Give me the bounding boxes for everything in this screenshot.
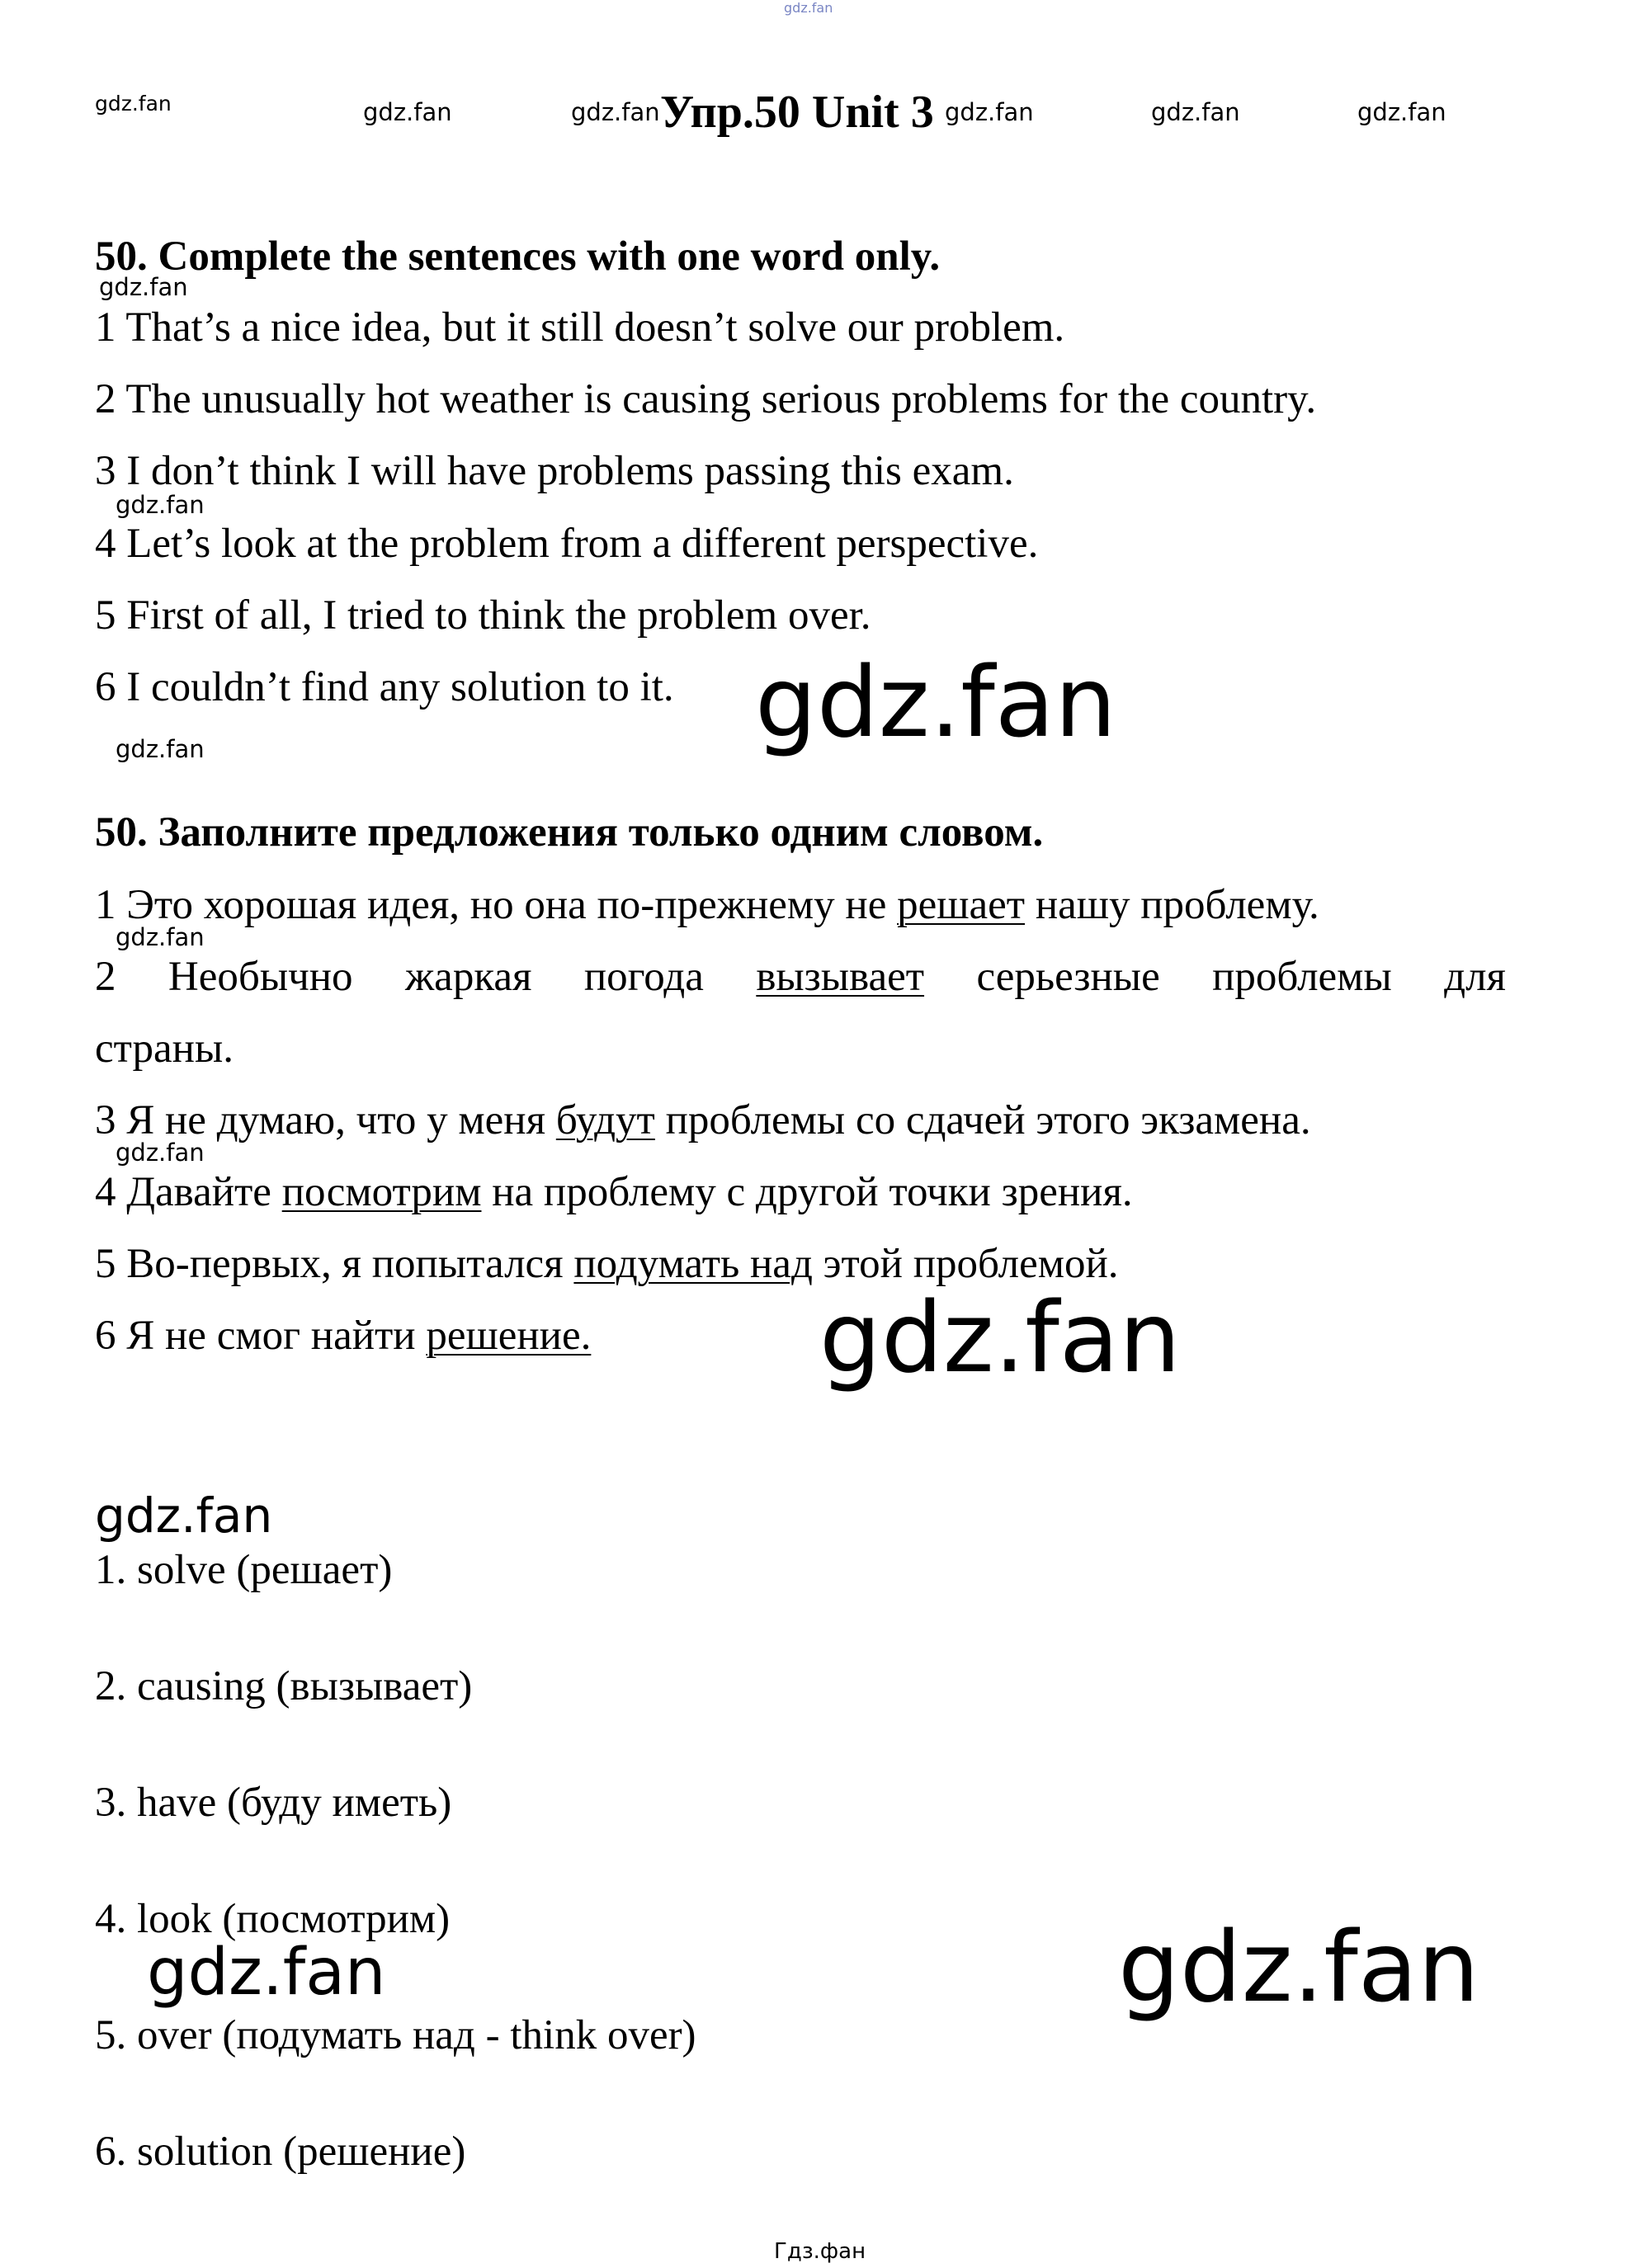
watermark-big: gdz.fan: [755, 645, 1116, 759]
answer-6: 6. solution (решение): [95, 2129, 466, 2175]
russian-line-3: 3 Я не думаю, что у меня будут проблемы со сдачей этого экзамена.: [95, 1097, 1311, 1143]
watermark-small: gdz.fan: [116, 1139, 205, 1167]
russian-heading: 50. Заполните предложения только одним словом.: [95, 809, 1044, 856]
watermark-header-1: gdz.fan: [95, 92, 172, 116]
english-line-1: 1 That’s a nice idea, but it still doesn’t solve our problem.: [95, 304, 1065, 351]
answer-4: 4. look (посмотрим): [95, 1896, 451, 1942]
watermark-medium: gdz.fan: [147, 1936, 386, 2010]
english-line-4: 4 Let’s look at the problem from a different perspective.: [95, 521, 1039, 567]
watermark-header-4: gdz.fan: [945, 98, 1034, 126]
answer-1: 1. solve (решает): [95, 1547, 393, 1593]
russian-line-1: 1 Это хорошая идея, но она по-прежнему не решает нашу проблему.: [95, 882, 1319, 928]
watermark-small: gdz.fan: [116, 923, 205, 951]
watermark-header-5: gdz.fan: [1151, 98, 1240, 126]
english-line-3: 3 I don’t think I will have problems passing this exam.: [95, 448, 1014, 494]
watermark-header-2: gdz.fan: [363, 98, 452, 126]
page-title: Упр.50 Unit 3: [660, 87, 934, 138]
watermark-medium: gdz.fan: [95, 1488, 273, 1544]
russian-line-2: 2 Необычно жаркая погода вызывает серьезные проблемы для: [95, 954, 1506, 1000]
english-line-6: 6 I couldn’t find any solution to it.: [95, 664, 674, 710]
watermark-big: gdz.fan: [819, 1280, 1181, 1394]
answer-2: 2. causing (вызывает): [95, 1663, 473, 1709]
watermark-small: gdz.fan: [116, 491, 205, 519]
english-line-5: 5 First of all, I tried to think the problem over.: [95, 592, 871, 639]
watermark-small: gdz.fan: [116, 735, 205, 763]
russian-line-4: 4 Давайте посмотрим на проблему с другой точки зрения.: [95, 1169, 1133, 1215]
russian-line-5: 5 Во-первых, я попытался подумать над этой проблемой.: [95, 1241, 1119, 1287]
footer-watermark: Гдз.фан: [774, 2239, 866, 2264]
english-heading: 50. Complete the sentences with one word only.: [95, 233, 941, 280]
russian-line-6: 6 Я не смог найти решение.: [95, 1313, 592, 1359]
watermark-small: gdz.fan: [99, 273, 188, 301]
russian-line-2-cont: страны.: [95, 1026, 234, 1072]
watermark-header-3: gdz.fan: [571, 98, 660, 126]
english-line-2: 2 The unusually hot weather is causing serious problems for the country.: [95, 376, 1317, 422]
watermark-header-6: gdz.fan: [1357, 98, 1446, 126]
watermark-big: gdz.fan: [1118, 1910, 1479, 2024]
watermark-tiny: gdz.fan: [784, 0, 833, 16]
answer-3: 3. have (буду иметь): [95, 1780, 452, 1826]
answer-5: 5. over (подумать над - think over): [95, 2012, 696, 2058]
